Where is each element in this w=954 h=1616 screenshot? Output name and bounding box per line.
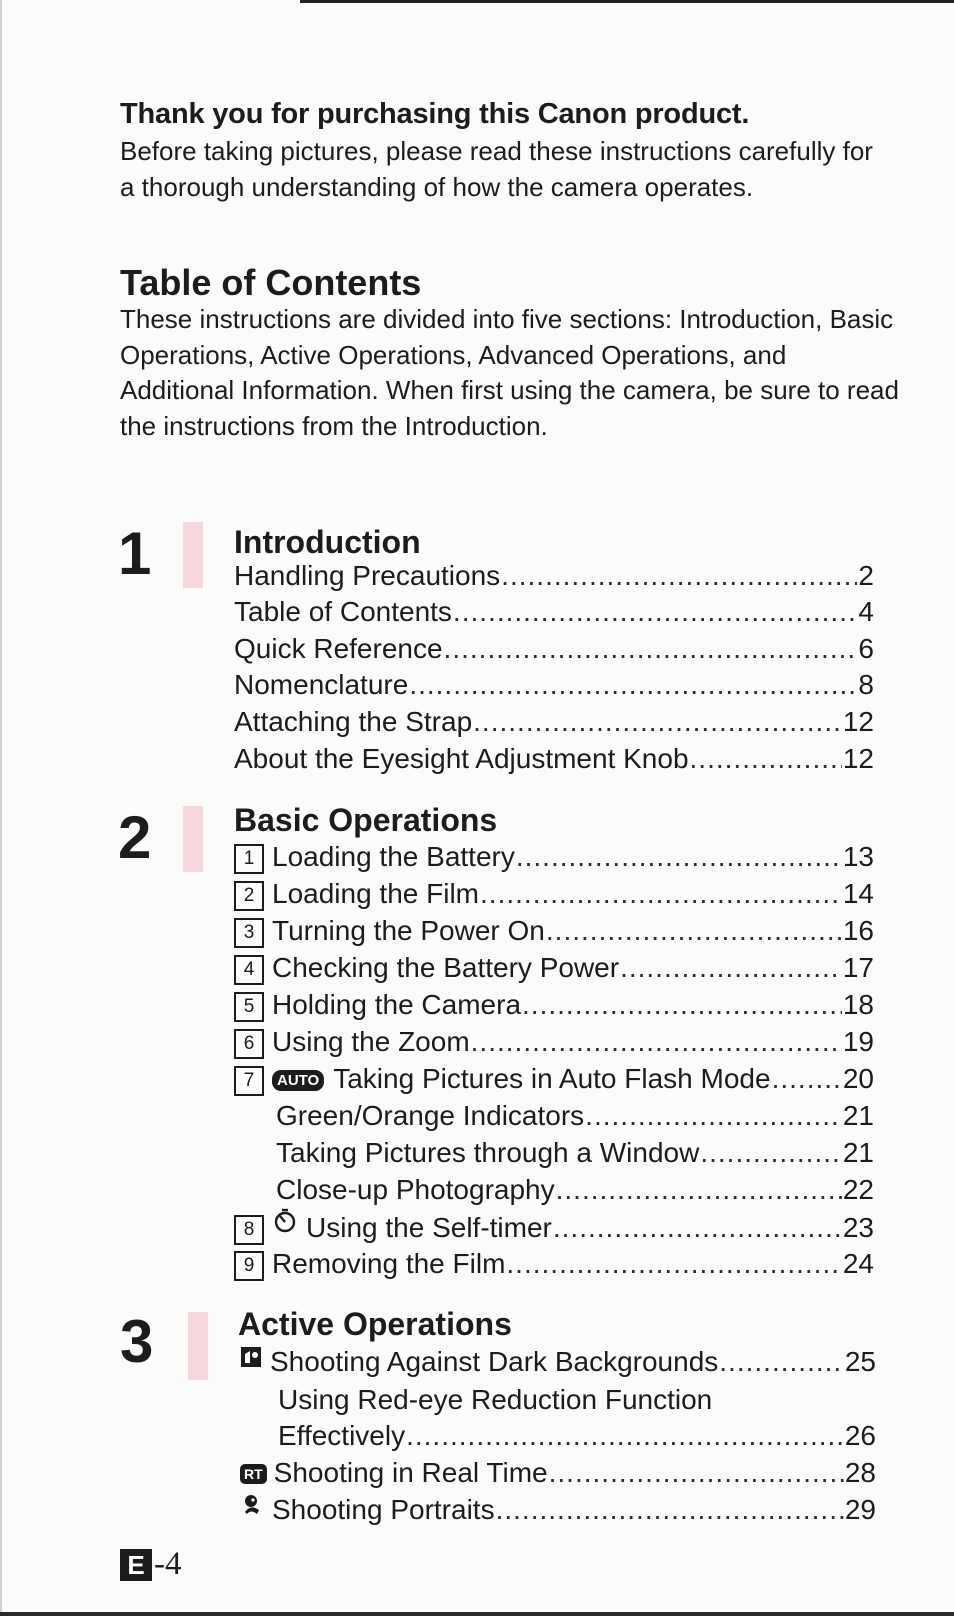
toc-entry-page: 18: [842, 989, 874, 1020]
toc-heading: Table of Contents: [120, 262, 422, 303]
toc-entry-page: 6: [858, 633, 874, 664]
dot-leader: [700, 1137, 842, 1169]
toc-entry-page: 29: [844, 1494, 876, 1525]
intro-paragraph: Before taking pictures, please read these instructions carefully for a thorough understanding of how the camera operates.: [120, 136, 873, 202]
toc-entry-page: 14: [842, 878, 874, 909]
step-number-box: 2: [234, 881, 264, 911]
toc-entry-label: Shooting Against Dark Backgrounds: [270, 1346, 719, 1377]
toc-entry[interactable]: [234, 1063, 874, 1099]
section-number-2: 2: [118, 804, 152, 871]
toc-entry[interactable]: [234, 841, 874, 877]
toc-entry[interactable]: [234, 1211, 874, 1247]
toc-entry-label-continued: Effectively: [278, 1420, 406, 1451]
dot-leader: [471, 1026, 842, 1058]
toc-entry-page: 4: [858, 596, 874, 627]
toc-entry-label: Green/Orange Indicators: [276, 1100, 585, 1131]
page-number-value: -4: [154, 1546, 182, 1582]
toc-entry-label: Close-up Photography: [276, 1174, 555, 1205]
toc-entry-page: 16: [842, 915, 874, 946]
toc-entry-label: Shooting Portraits: [272, 1494, 495, 1525]
dot-leader: [772, 1063, 842, 1095]
toc-entry-label: Shooting in Real Time: [273, 1457, 548, 1488]
dot-leader: [556, 1174, 842, 1206]
section-title-active-operations: Active Operations: [238, 1306, 512, 1342]
toc-entry[interactable]: [234, 989, 874, 1025]
toc-entry-page: 25: [844, 1346, 876, 1377]
toc-entry-page: 26: [844, 1420, 876, 1451]
section-title-basic-operations: Basic Operations: [234, 802, 498, 838]
toc-entry[interactable]: [276, 1100, 874, 1136]
toc-entry[interactable]: [240, 1457, 876, 1493]
real-time-icon: RT: [240, 1464, 267, 1484]
toc-entry[interactable]: [234, 633, 874, 669]
dot-leader: [473, 706, 842, 738]
page-top-edge: [300, 0, 954, 3]
toc-entry[interactable]: [234, 1026, 874, 1062]
page-bottom-edge: [0, 1612, 954, 1616]
toc-entry-label: Loading the Film: [272, 878, 480, 909]
dot-leader: [406, 1420, 844, 1452]
step-number-box: 7: [234, 1066, 264, 1096]
page-number: [120, 1546, 182, 1583]
dot-leader: [620, 952, 842, 984]
toc-entry-page: 22: [842, 1174, 874, 1205]
toc-entry-label: Removing the Film: [272, 1248, 506, 1279]
section-marker-bar-2: [183, 806, 203, 872]
language-badge: E: [120, 1549, 152, 1581]
toc-entry-label: Handling Precautions: [234, 560, 501, 591]
section-number-3: 3: [120, 1308, 154, 1375]
toc-entry[interactable]: [278, 1420, 876, 1456]
backlight-icon: [240, 1343, 262, 1375]
toc-entry-label: Table of Contents: [234, 596, 452, 627]
toc-entry-label: Using Red-eye Reduction Function: [278, 1384, 713, 1415]
step-number-box: 5: [234, 992, 264, 1022]
toc-entry[interactable]: [276, 1174, 874, 1210]
auto-flash-mode-icon: AUTO: [272, 1070, 324, 1091]
toc-entry[interactable]: [234, 915, 874, 951]
toc-entry-label: Quick Reference: [234, 633, 443, 664]
toc-entry-label: Holding the Camera: [272, 989, 522, 1020]
dot-leader: [444, 633, 858, 665]
toc-entry-label: Checking the Battery Power: [272, 952, 620, 983]
toc-entry-page: 24: [842, 1248, 874, 1279]
dot-leader: [496, 1494, 844, 1526]
step-number-box: 4: [234, 955, 264, 985]
section-marker-bar-3: [188, 1312, 208, 1380]
toc-entry[interactable]: [240, 1346, 876, 1382]
toc-entry[interactable]: [234, 1248, 874, 1284]
dot-leader: [501, 560, 857, 592]
intro-block: [120, 98, 890, 205]
dot-leader: [409, 669, 857, 701]
toc-entry-page: 17: [842, 952, 874, 983]
toc-entry-label: Nomenclature: [234, 669, 409, 700]
step-number-box: 1: [234, 844, 264, 874]
toc-entry-page: 21: [842, 1137, 874, 1168]
step-number-box: 9: [234, 1251, 264, 1281]
dot-leader: [549, 1457, 844, 1489]
dot-leader: [719, 1346, 844, 1378]
toc-description: These instructions are divided into five sections: Introduction, Basic Operations, Active Operations, Advanced Operations, and Additional Information. When first using the camera, be sure to read the instructions from the Introduction.: [120, 304, 899, 441]
toc-entry[interactable]: [240, 1494, 876, 1530]
toc-entry-label: Attaching the Strap: [234, 706, 473, 737]
section-title-introduction: Introduction: [234, 524, 421, 560]
toc-entry-page: 12: [842, 743, 874, 774]
toc-entry-label: Taking Pictures in Auto Flash Mode: [333, 1063, 771, 1094]
toc-entry-page: 8: [858, 669, 874, 700]
step-number-box: 3: [234, 918, 264, 948]
toc-entry[interactable]: [234, 952, 874, 988]
portrait-icon: [240, 1491, 264, 1523]
toc-entry[interactable]: [234, 669, 874, 705]
dot-leader: [506, 1248, 841, 1280]
toc-entry-label: Using the Self-timer: [306, 1212, 552, 1243]
dot-leader: [516, 841, 842, 873]
toc-entry-label: Loading the Battery: [272, 841, 515, 872]
toc-entry-page: 20: [842, 1063, 874, 1094]
toc-entry-page: 19: [842, 1026, 874, 1057]
dot-leader: [690, 743, 842, 775]
toc-entry-label: Using the Zoom: [272, 1026, 470, 1057]
dot-leader: [522, 989, 842, 1021]
toc-entry[interactable]: [234, 706, 874, 742]
toc-entry-page: 28: [844, 1457, 876, 1488]
section-marker-bar-1: [183, 522, 203, 588]
section-number-1: 1: [118, 520, 152, 587]
toc-entry-label: Taking Pictures through a Window: [276, 1137, 700, 1168]
toc-entry[interactable]: [276, 1137, 874, 1173]
self-timer-icon: [272, 1208, 298, 1241]
toc-entry-label: Turning the Power On: [272, 915, 545, 946]
toc-entry[interactable]: [234, 596, 874, 632]
toc-entry-page: 2: [858, 560, 874, 591]
dot-leader: [585, 1100, 842, 1132]
thank-you-heading: Thank you for purchasing this Canon product.: [120, 98, 750, 130]
dot-leader: [546, 915, 842, 947]
toc-entry-page: 23: [842, 1212, 874, 1243]
toc-entry-page: 13: [842, 841, 874, 872]
toc-entry[interactable]: [234, 743, 874, 779]
toc-entry-page: 12: [842, 706, 874, 737]
page-left-edge: [0, 0, 2, 1616]
dot-leader: [453, 596, 858, 628]
dot-leader: [480, 878, 842, 910]
dot-leader: [553, 1212, 842, 1244]
toc-entry-page: 21: [842, 1100, 874, 1131]
step-number-box: 6: [234, 1029, 264, 1059]
toc-entry[interactable]: [234, 560, 874, 596]
toc-entry-label: About the Eyesight Adjustment Knob: [234, 743, 689, 774]
toc-entry[interactable]: [234, 878, 874, 914]
step-number-box: 8: [234, 1215, 264, 1245]
